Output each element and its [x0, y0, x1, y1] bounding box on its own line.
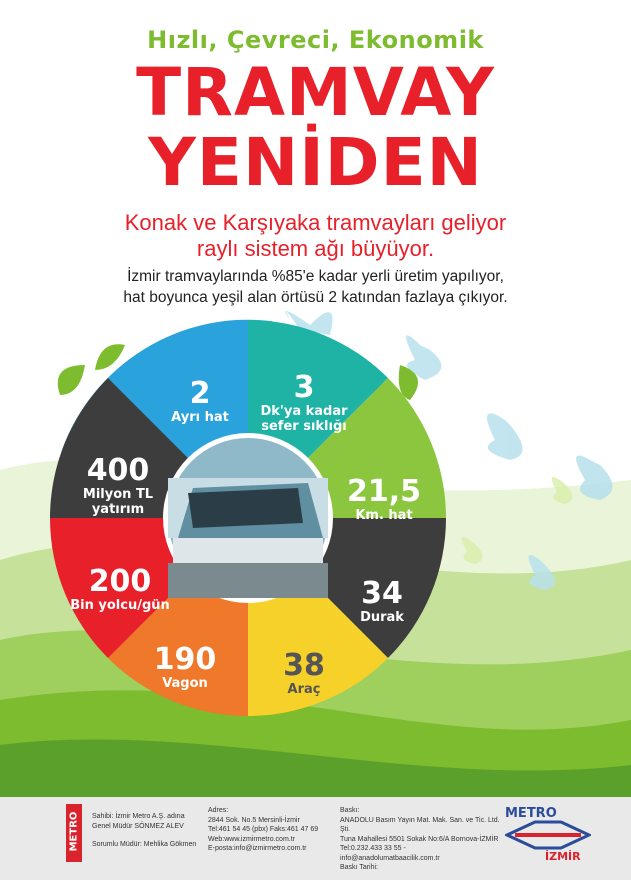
stat-investment: [68, 455, 168, 517]
subtitle-line-2: raylı sistem ağı büyüyor.: [196, 236, 435, 261]
stat-stops-label: Durak: [360, 610, 404, 625]
footer-owner: Sahibi: İzmir Metro A.Ş. adına Genel Müdür SÖNMEZ ALEV Sorumlu Müdür: Mehlika Gökmen: [92, 813, 197, 848]
tagline: Hızlı, Çevreci, Ekonomik: [147, 26, 484, 54]
stat-wagons-value: 190: [153, 642, 217, 677]
stat-frequency: [254, 372, 354, 434]
stat-vehicles-label: Araç: [287, 682, 321, 697]
title-line-1: TRAMVAY: [136, 54, 495, 131]
stat-investment-label-2: yatırım: [91, 502, 145, 517]
stat-passengers-value: 200: [88, 564, 152, 599]
stat-vehicles-value: 38: [283, 648, 325, 683]
footer-print: Baskı: ANADOLU Basım Yayın Mat. Mak. San. ve Tic. Ltd. Şti. Tuna Mahallesi 5501 Sokak No:6/A Bornova-İZMİR Tel:0.232.433 33 55 - info@anadolumatbaacilik.com.tr Baskı Tarihi:: [340, 807, 500, 871]
footer-address: Adres: 2844 Sok. No.5 Mersinli-İzmir Tel:461 54 45 (pbx) Faks:461 47 69 Web:www.izmirmetro.com.tr E-posta:info@izmirmetro.com.tr: [208, 807, 319, 852]
stat-passengers: [60, 566, 180, 613]
stat-vehicles: [264, 650, 344, 697]
description-line-1: İzmir tramvaylarında %85'e kadar yerli üretim yapılıyor,: [127, 268, 504, 285]
stat-km-value: 21,5: [346, 474, 422, 509]
stat-wagons: [140, 644, 230, 691]
stat-passengers-label: Bin yolcu/gün: [70, 598, 170, 613]
stat-km-label: Km. hat: [355, 508, 413, 523]
stat-lines-value: 2: [189, 376, 211, 411]
stat-km: [336, 476, 432, 523]
title-line-2: YENİDEN: [148, 124, 483, 201]
stat-stops: [342, 578, 422, 625]
stat-lines-label: Ayrı hat: [171, 410, 229, 425]
stat-lines: [160, 378, 240, 425]
stat-stops-value: 34: [361, 576, 403, 611]
stat-frequency-label-2: sefer sıklığı: [261, 419, 347, 434]
metro-izmir-logo: METRO İZMİR: [505, 806, 591, 868]
stat-frequency-label: Dk'ya kadar: [260, 404, 348, 419]
description-line-2: hat boyunca yeşil alan örtüsü 2 katından fazlaya çıkıyor.: [123, 289, 508, 306]
metro-vertical-logo: METRO: [66, 804, 82, 862]
stat-investment-value: 400: [86, 453, 150, 488]
stat-investment-label: Milyon TL: [82, 487, 154, 502]
stat-frequency-value: 3: [293, 370, 315, 405]
subtitle-line-1: Konak ve Karşıyaka tramvayları geliyor: [124, 210, 507, 235]
stat-wagons-label: Vagon: [162, 676, 208, 691]
